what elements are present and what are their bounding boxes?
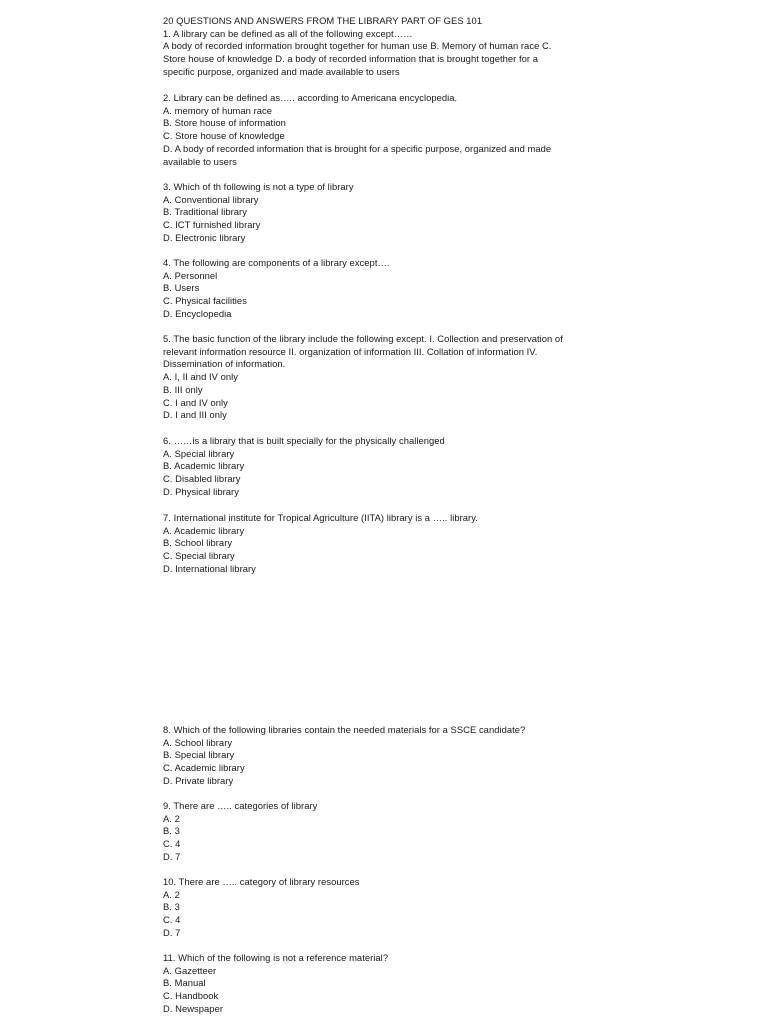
answer-option: A. memory of human race (163, 104, 273, 116)
answer-option: D. Newspaper (163, 1002, 223, 1014)
question-text: 3. Which of th following is not a type of library (163, 181, 354, 192)
question-text: 7. International institute for Tropical Agriculture (IITA) library is a ….. library. (163, 512, 478, 523)
answer-option: C. Academic library (163, 762, 245, 774)
answer-option: D. International library (163, 562, 256, 574)
answer-option: B. 3 (163, 901, 180, 913)
question-block (163, 724, 603, 788)
question-block (163, 435, 603, 499)
question-line: specific purpose, organized and made available to users (163, 65, 400, 77)
answer-option: B. 3 (163, 825, 180, 837)
question-block (163, 800, 603, 864)
answer-option: B. Users (163, 282, 200, 294)
answer-option: D. 7 (163, 850, 181, 862)
answer-option: A. 2 (163, 888, 180, 900)
question-block (163, 333, 603, 422)
question-text: 2. Library can be defined as….. according to Americana encyclopedia. (163, 92, 458, 103)
answer-option: available to users (163, 155, 237, 167)
question-text: 9. There are ….. categories of library (163, 800, 318, 811)
question-text: 11. Which of the following is not a reference material? (163, 952, 389, 963)
question-line: Store house of knowledge D. a body of recorded information that is brought together for a (163, 53, 538, 65)
answer-option: D. Electronic library (163, 231, 246, 243)
answer-option: D. I and III only (163, 409, 227, 421)
document-title: 20 QUESTIONS AND ANSWERS FROM THE LIBRARY PART OF GES 101 (163, 15, 483, 26)
answer-option: C. I and IV only (163, 396, 228, 408)
answer-option: A. Conventional library (163, 193, 259, 205)
question-block (163, 952, 603, 1016)
question-text: 4. The following are components of a library except…. (163, 257, 390, 268)
question-block (163, 181, 603, 245)
answer-option: D. Encyclopedia (163, 307, 232, 319)
answer-option: D. A body of recorded information that is brought for a specific purpose, organized and made (163, 142, 552, 154)
question-text: 1. A library can be defined as all of the following except…… (163, 27, 413, 39)
question-line: Dissemination of information. (163, 358, 286, 370)
question-block (163, 257, 603, 321)
answer-option: C. 4 (163, 914, 181, 926)
answer-option: A. I, II and IV only (163, 371, 238, 383)
answer-option: B. Manual (163, 977, 206, 989)
answer-option: B. Traditional library (163, 206, 247, 218)
answer-option: C. Store house of knowledge (163, 130, 285, 142)
answer-option: B. Store house of information (163, 117, 286, 129)
answer-option: B. III only (163, 383, 203, 395)
answer-option: A. School library (163, 736, 233, 748)
answer-option: C. Disabled library (163, 473, 241, 485)
answer-option: A. Special library (163, 447, 235, 459)
answer-option: D. Private library (163, 774, 234, 786)
question-line: relevant information resource II. organization of information III. Collation of information IV. (163, 345, 538, 357)
answer-option: A. Gazetteer (163, 964, 217, 976)
answer-option: B. Special library (163, 749, 235, 761)
question-text: 10. There are ….. category of library resources (163, 876, 360, 887)
answer-option: D. Physical library (163, 485, 239, 497)
answer-option: A. Academic library (163, 524, 245, 536)
answer-option: B. School library (163, 537, 233, 549)
answer-option: D. 7 (163, 926, 181, 938)
answer-option: C. Physical facilities (163, 295, 247, 307)
answer-option: C. 4 (163, 838, 181, 850)
answer-option: C. Special library (163, 550, 235, 562)
answer-option: A. Personnel (163, 269, 218, 281)
answer-option: B. Academic library (163, 460, 245, 472)
question-block (163, 876, 603, 940)
question-block (163, 92, 603, 168)
answer-option: C. ICT furnished library (163, 219, 261, 231)
question-block (163, 15, 603, 79)
question-line: A body of recorded information brought together for human use B. Memory of human race C. (163, 40, 552, 52)
question-text: 6. ……is a library that is built specially for the physically challenged (163, 435, 445, 446)
question-block (163, 512, 603, 576)
question-text: 5. The basic function of the library include the following except. I. Collection and preservation of (163, 333, 563, 344)
question-text: 8. Which of the following libraries contain the needed materials for a SSCE candidate? (163, 724, 526, 735)
answer-option: A. 2 (163, 812, 180, 824)
answer-option: C. Handbook (163, 990, 219, 1002)
